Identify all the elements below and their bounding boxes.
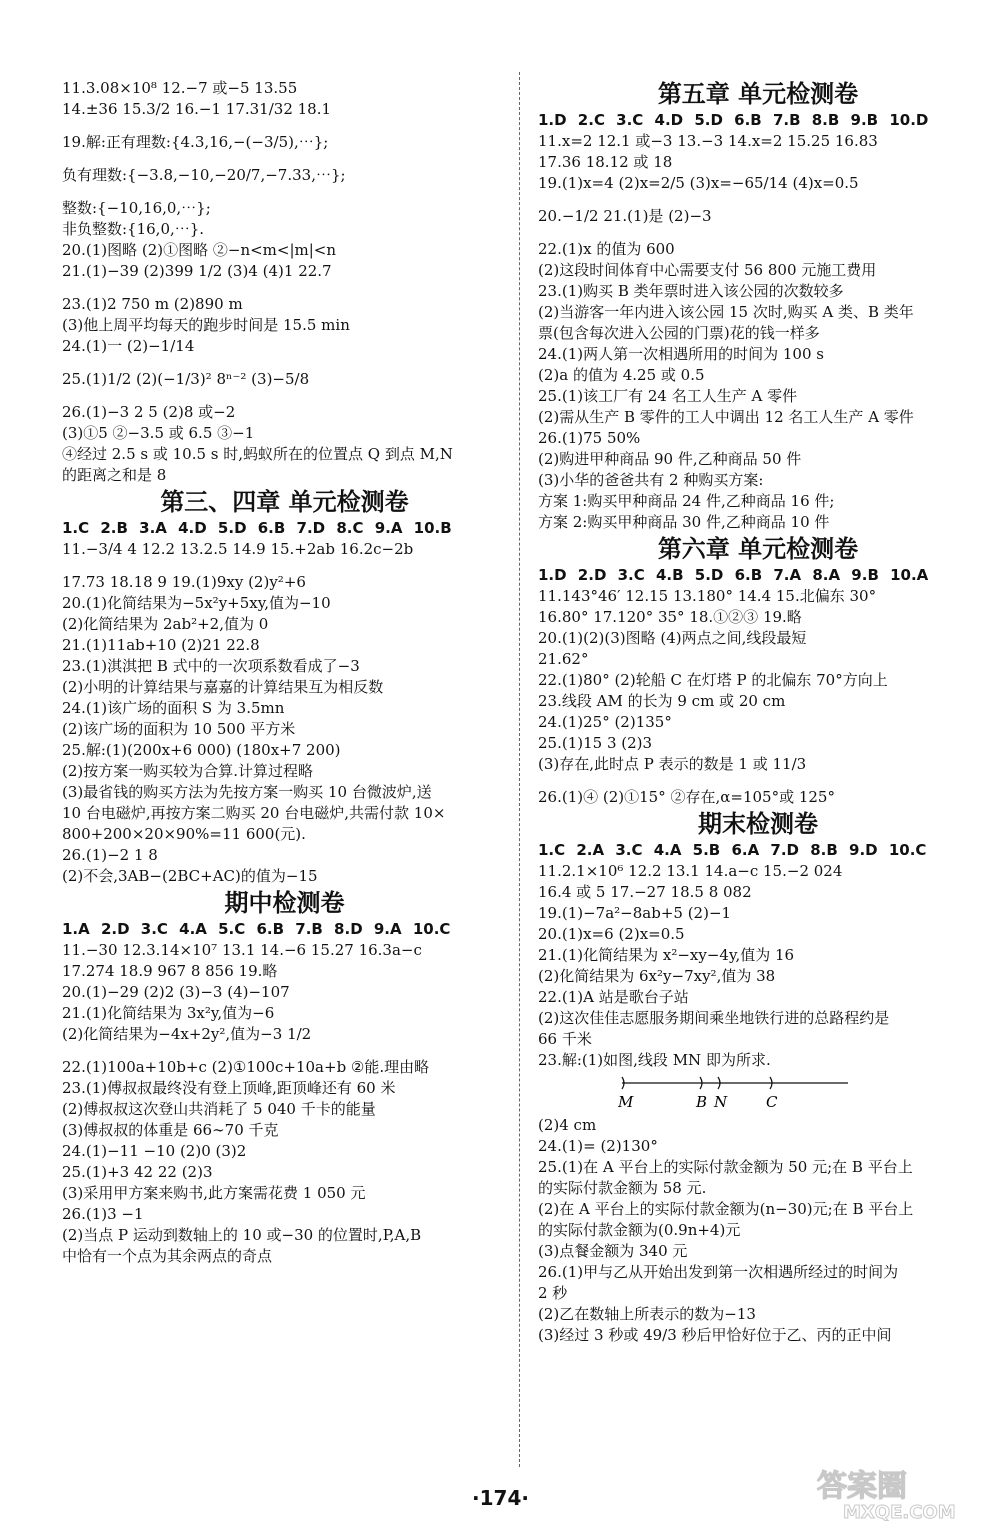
answer-line: 20.(1)(2)(3)图略 (4)两点之间,线段最短: [538, 629, 807, 647]
answer-line: 中恰有一个点为其余两点的奇点: [62, 1247, 273, 1265]
section-title: 期末检测卷: [698, 810, 818, 838]
answer-line: (3)他上周平均每天的跑步时间是 15.5 min: [62, 316, 350, 334]
choice-answers: 1.C 2.A 3.C 4.A 5.B 6.A 7.D 8.B 9.D 10.C: [538, 841, 927, 859]
answer-line: 22.(1)A 站是歌台子站: [538, 988, 689, 1006]
line-spacer: [538, 194, 978, 206]
section-title: 第三、四章 单元检测卷: [160, 488, 409, 516]
column-divider: [519, 72, 520, 1467]
answer-line: (2)按方案一购买较为合算.计算过程略: [62, 762, 314, 780]
answer-line: 25.(1)1/2 (2)(−1/3)² 8ⁿ⁻² (3)−5/8: [62, 370, 310, 388]
section-title: 第五章 单元检测卷: [657, 80, 859, 108]
answer-line: (2)在 A 平台上的实际付款金额为(n−30)元;在 B 平台上: [538, 1200, 914, 1218]
right-column: [538, 78, 978, 1358]
point-label-b: B: [696, 1093, 708, 1111]
left-column: [62, 78, 507, 1267]
answer-line: 11.2.1×10⁶ 12.2 13.1 14.a−c 15.−2 024: [538, 862, 843, 880]
answer-line: 26.(1)甲与乙从开始出发到第一次相遇所经过的时间为: [538, 1263, 899, 1281]
answer-line: 26.(1)④ (2)①15° ②存在,α=105°或 125°: [538, 788, 835, 806]
line-spacer: [62, 1045, 507, 1057]
answer-line: 26.(1)−2 1 8: [62, 846, 158, 864]
answer-line: 21.(1)11ab+10 (2)21 22.8: [62, 636, 260, 654]
answer-line: 20.(1)化简结果为−5x²y+5xy,值为−10: [62, 594, 331, 612]
answer-line: 11.−3/4 4 12.2 13.2.5 14.9 15.+2ab 16.2c−2b: [62, 540, 414, 558]
answer-line: 24.(1)两人第一次相遇所用的时间为 100 s: [538, 345, 824, 363]
answer-line: (2)化简结果为 6x²y−7xy²,值为 38: [538, 967, 776, 985]
answer-line: 21.(1)化简结果为 x²−xy−4y,值为 16: [538, 946, 795, 964]
answer-line: 11.3.08×10⁸ 12.−7 或−5 13.55: [62, 79, 298, 97]
answer-line: 的实际付款金额为 58 元.: [538, 1179, 707, 1197]
answer-line: 25.(1)15 3 (2)3: [538, 734, 653, 752]
answer-line: 的距离之和是 8: [62, 466, 167, 484]
answer-line: (3)最省钱的购买方法为先按方案一购买 10 台微波炉,送: [62, 783, 432, 801]
line-spacer: [538, 227, 978, 239]
answer-line: (2)需从生产 B 零件的工人中调出 12 名工人生产 A 零件: [538, 408, 914, 426]
answer-line: 17.73 18.18 9 19.(1)9xy (2)y²+6: [62, 573, 306, 591]
answer-line: 25.(1)该工厂有 24 名工人生产 A 零件: [538, 387, 798, 405]
answer-line: 19.(1)−7a²−8ab+5 (2)−1: [538, 904, 732, 922]
answer-line: (2)傅叔叔这次登山共消耗了 5 040 千卡的能量: [62, 1100, 376, 1118]
answer-line: 17.274 18.9 967 8 856 19.略: [62, 962, 278, 980]
line-spacer: [62, 120, 507, 132]
answer-line: 24.(1)一 (2)−1/14: [62, 337, 195, 355]
answer-line: 16.80° 17.120° 35° 18.①②③ 19.略: [538, 608, 802, 626]
answer-line: (2)当游客一年内进入该公园 15 次时,购买 A 类、B 类年: [538, 303, 914, 321]
answer-line: 19.解:正有理数:{4.3,16,−(−3/5),⋯};: [62, 133, 329, 151]
answer-line: 23.线段 AM 的长为 9 cm 或 20 cm: [538, 692, 786, 710]
answer-line: (3)小华的爸爸共有 2 种购买方案:: [538, 471, 764, 489]
page-number: ·174·: [472, 1486, 529, 1510]
answer-line: 方案 1:购买甲种商品 24 件,乙种商品 16 件;: [538, 492, 835, 510]
answer-line: 20.−1/2 21.(1)是 (2)−3: [538, 207, 712, 225]
answer-line: 票(包含每次进入公园的门票)花的钱一样多: [538, 324, 820, 342]
choice-answers: 1.D 2.D 3.C 4.B 5.D 6.B 7.A 8.A 9.B 10.A: [538, 566, 929, 584]
answer-line: 2 秒: [538, 1284, 568, 1302]
answer-line: 21.(1)化简结果为 3x²y,值为−6: [62, 1004, 275, 1022]
answer-line: 的实际付款金额为(0.9n+4)元: [538, 1221, 741, 1239]
answer-line: 方案 2:购买甲种商品 30 件,乙种商品 10 件: [538, 513, 830, 531]
line-spacer: [538, 1346, 978, 1358]
choice-answers: 1.A 2.D 3.C 4.A 5.C 6.B 7.B 8.D 9.A 10.C: [62, 920, 451, 938]
answer-line: 25.(1)在 A 平台上的实际付款金额为 50 元;在 B 平台上: [538, 1158, 913, 1176]
answer-line: 21.(1)−39 (2)399 1/2 (3)4 (4)1 22.7: [62, 262, 332, 280]
answer-line: 26.(1)75 50%: [538, 429, 641, 447]
line-spacer: [62, 153, 507, 165]
line-spacer: [538, 775, 978, 787]
answer-line: 负有理数:{−3.8,−10,−20/7,−7.33,⋯};: [62, 166, 346, 184]
answer-line: 23.(1)淇淇把 B 式中的一次项系数看成了−3: [62, 657, 360, 675]
segment-diagram: [618, 1071, 858, 1115]
answer-line: (2)小明的计算结果与嘉嘉的计算结果互为相反数: [62, 678, 384, 696]
answer-line: 19.(1)x=4 (2)x=2/5 (3)x=−65/14 (4)x=0.5: [538, 174, 859, 192]
point-label-m: M: [618, 1093, 634, 1111]
answer-line: 22.(1)100a+10b+c (2)①100c+10a+b ②能.理由略: [62, 1058, 430, 1076]
choice-answers: 1.C 2.B 3.A 4.D 5.D 6.B 7.D 8.C 9.A 10.B: [62, 519, 452, 537]
answer-line: 16.4 或 5 17.−27 18.5 8 082: [538, 883, 752, 901]
answer-line: 20.(1)x=6 (2)x=0.5: [538, 925, 685, 943]
answer-line: 23.(1)傅叔叔最终没有登上顶峰,距顶峰还有 60 米: [62, 1079, 396, 1097]
answer-line: ④经过 2.5 s 或 10.5 s 时,蚂蚁所在的位置点 Q 到点 M,N: [62, 445, 453, 463]
segment-figure: [538, 1071, 978, 1115]
watermark: [813, 1464, 983, 1524]
answer-line: 23.解:(1)如图,线段 MN 即为所求.: [538, 1051, 771, 1069]
answer-line: 整数:{−10,16,0,⋯};: [62, 199, 211, 217]
point-label-n: N: [714, 1093, 728, 1111]
answer-line: (2)4 cm: [538, 1116, 597, 1134]
answer-line: 66 千米: [538, 1030, 592, 1048]
answer-line: (2)a 的值为 4.25 或 0.5: [538, 366, 705, 384]
answer-line: 21.62°: [538, 650, 589, 668]
answer-line: (2)化简结果为 2ab²+2,值为 0: [62, 615, 269, 633]
answer-line: 11.143°46′ 12.15 13.180° 14.4 15.北偏东 30°: [538, 587, 877, 605]
section-title: 期中检测卷: [224, 889, 345, 917]
answer-line: 26.(1)3 −1: [62, 1205, 144, 1223]
line-spacer: [62, 357, 507, 369]
answer-line: (2)这次佳佳志愿服务期间乘坐地铁行进的总路程约是: [538, 1009, 890, 1027]
answer-line: 10 台电磁炉,再按方案二购买 20 台电磁炉,共需付款 10×: [62, 804, 446, 822]
answer-line: 24.(1)25° (2)135°: [538, 713, 672, 731]
watermark-logo: 答案圈: [817, 1469, 907, 1504]
answer-line: (2)这段时间体育中心需要支付 56 800 元施工费用: [538, 261, 877, 279]
line-spacer: [62, 186, 507, 198]
answer-line: 24.(1)该广场的面积 S 为 3.5mn: [62, 699, 285, 717]
watermark-url: MXQE.COM: [843, 1502, 956, 1523]
answer-line: 20.(1)−29 (2)2 (3)−3 (4)−107: [62, 983, 290, 1001]
answer-line: 24.(1)= (2)130°: [538, 1137, 658, 1155]
answer-line: (2)乙在数轴上所表示的数为−13: [538, 1305, 756, 1323]
answer-line: 11.−30 12.3.14×10⁷ 13.1 14.−6 15.27 16.3a−c: [62, 941, 422, 959]
answer-line: 25.(1)+3 42 22 (2)3: [62, 1163, 213, 1181]
line-spacer: [62, 560, 507, 572]
answer-line: (2)购进甲种商品 90 件,乙种商品 50 件: [538, 450, 802, 468]
answer-line: 11.x=2 12.1 或−3 13.−3 14.x=2 15.25 16.83: [538, 132, 878, 150]
answer-line: (3)采用甲方案来购书,此方案需花费 1 050 元: [62, 1184, 366, 1202]
answer-line: (3)点餐金额为 340 元: [538, 1242, 688, 1260]
point-label-c: C: [766, 1093, 778, 1111]
line-spacer: [62, 390, 507, 402]
answer-line: 22.(1)80° (2)轮船 C 在灯塔 P 的北偏东 70°方向上: [538, 671, 888, 689]
answer-line: 25.解:(1)(200x+6 000) (180x+7 200): [62, 741, 341, 759]
answer-line: (3)傅叔叔的体重是 66∼70 千克: [62, 1121, 279, 1139]
answer-line: 800+200×20×90%=11 600(元).: [62, 825, 306, 843]
line-spacer: [62, 282, 507, 294]
answer-line: 非负整数:{16,0,⋯}.: [62, 220, 205, 238]
answer-line: 26.(1)−3 2 5 (2)8 或−2: [62, 403, 236, 421]
answer-line: 17.36 18.12 或 18: [538, 153, 673, 171]
answer-line: 24.(1)−11 −10 (2)0 (3)2: [62, 1142, 247, 1160]
answer-line: (2)该广场的面积为 10 500 平方米: [62, 720, 296, 738]
section-title: 第六章 单元检测卷: [657, 535, 859, 563]
answer-line: (3)①5 ②−3.5 或 6.5 ③−1: [62, 424, 255, 442]
answer-line: 23.(1)2 750 m (2)890 m: [62, 295, 243, 313]
choice-answers: 1.D 2.C 3.C 4.D 5.D 6.B 7.B 8.B 9.B 10.D: [538, 111, 929, 129]
answer-line: (2)当点 P 运动到数轴上的 10 或−30 的位置时,P,A,B: [62, 1226, 422, 1244]
answer-line: (2)不会,3AB−(2BC+AC)的值为−15: [62, 867, 318, 885]
answer-line: (3)存在,此时点 P 表示的数是 1 或 11/3: [538, 755, 807, 773]
answer-line: (3)经过 3 秒或 49/3 秒后甲恰好位于乙、丙的正中间: [538, 1326, 892, 1344]
answer-line: 14.±36 15.3/2 16.−1 17.31/32 18.1: [62, 100, 332, 118]
answer-line: 23.(1)购买 B 类年票时进入该公园的次数较多: [538, 282, 844, 300]
answer-line: (2)化简结果为−4x+2y²,值为−3 1/2: [62, 1025, 312, 1043]
answer-line: 20.(1)图略 (2)①图略 ②−n<m<|m|<n: [62, 241, 337, 259]
answer-line: 22.(1)x 的值为 600: [538, 240, 675, 258]
